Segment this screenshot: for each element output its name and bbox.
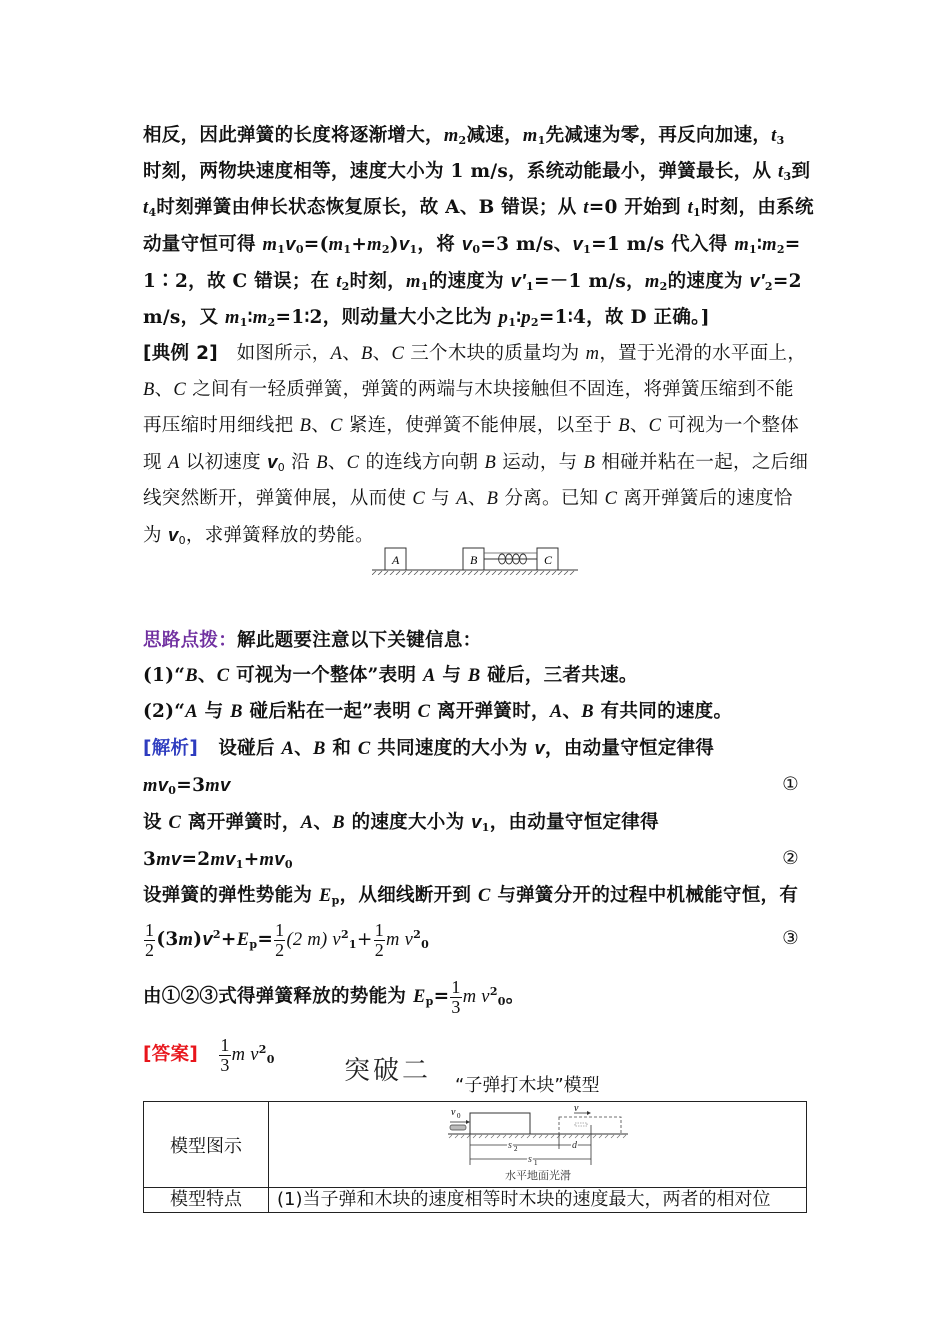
equation-number: ② <box>782 848 799 869</box>
equation-3: $\frac{1}{2}$ $(3m)v^2+E_p=$ $\frac{1}{2}$ (2 m) $v^2_1+$ $\frac{1}{2}$ m $v^2_0$ ③ <box>143 914 823 966</box>
hint-line: 思路点拨：解此题要注意以下关键信息： <box>143 630 482 651</box>
document-body <box>143 118 823 1082</box>
example-line: B、C 之间有一轻质弹簧，弹簧的两端与木块接触但不固连，将弹簧压缩到不能 <box>143 379 794 400</box>
example-tag: [典例 2] <box>143 343 219 364</box>
blocks-diagram-svg <box>372 543 578 575</box>
fraction: $\frac{1}{3}$ <box>451 976 461 1017</box>
table-cell-figure <box>269 1102 807 1188</box>
example-line: 为 $v_0$，求弹簧释放的势能。 <box>143 524 374 547</box>
svg-text:A: A <box>392 553 400 567</box>
hint-label: 思路点拨： <box>143 630 238 651</box>
paragraph-line: 相反，因此弹簧的长度将逐渐增大，$m_2$减速，$m_1$先减速为零，再反向加速，$t_3$ <box>143 125 785 147</box>
section-subtitle: “子弹打木块”模型 <box>455 1075 600 1096</box>
svg-text:B: B <box>470 553 478 567</box>
fraction: $\frac{1}{2}$ <box>374 919 385 960</box>
bullet-block-diagram <box>448 1105 628 1185</box>
equation-1: $mv_0=3mv$ ① <box>143 767 823 804</box>
answer-line: [答案] $\frac{1}{3}$ m $v^2_0$ <box>143 1034 275 1075</box>
hint-item: (2)“A 与 B 碰后粘在一起”表明 C 离开弹簧时，A、B 有共同的速度。 <box>143 701 733 722</box>
svg-text:1: 1 <box>533 1158 537 1167</box>
section-heading <box>338 1050 600 1096</box>
analysis-label: [解析] <box>143 738 199 759</box>
svg-text:0: 0 <box>456 1111 460 1120</box>
section-title: 突破二 <box>344 1056 432 1086</box>
hint-item: (1)“B、C 可视为一个整体”表明 A 与 B 碰后，三者共速。 <box>143 665 638 686</box>
svg-text:s: s <box>507 1139 512 1151</box>
analysis-line: 设弹簧的弹性势能为 $E_p$，从细线断开到 C 与弹簧分开的过程中机械能守恒，有 <box>143 885 799 907</box>
paragraph-line: 时刻，两物块速度相等，速度大小为 1 m/s，系统动能最小，弹簧最长，从 $t_3$到 <box>143 161 811 183</box>
svg-text:s: s <box>527 1153 532 1165</box>
svg-text:2: 2 <box>513 1144 517 1153</box>
table-cell-text: (1)当子弹和木块的速度相等时木块的速度最大，两者的相对位 <box>269 1188 807 1213</box>
analysis-line: [解析] 设碰后 A、B 和 C 共同速度的大小为 v，由动量守恒定律得 <box>143 737 715 759</box>
fraction: $\frac{1}{3}$ <box>220 1034 230 1075</box>
example-line: 线突然断开，弹簧伸展，从而使 C 与 A、B 分离。已知 C 离开弹簧后的速度恰 <box>143 488 793 509</box>
example-line: 再压缩时用细线把 B、C 紧连，使弹簧不能伸展，以至于 B、C 可视为一个整体 <box>143 415 800 436</box>
svg-text:水平地面光滑: 水平地面光滑 <box>504 1168 571 1182</box>
svg-text:d: d <box>571 1139 577 1151</box>
fraction: $\frac{1}{2}$ <box>275 919 285 960</box>
svg-text:v: v <box>573 1104 578 1114</box>
table-row <box>144 1102 807 1188</box>
analysis-line: 设 C 离开弹簧时，A、B 的速度大小为 $v_1$，由动量守恒定律得 <box>143 811 659 834</box>
example-line: 现 A 以初速度 $v_0$ 沿 B、C 的连线方向朝 B 运动，与 B 相碰并粘在一起，之后细 <box>143 451 809 474</box>
equation-number: ③ <box>782 928 799 949</box>
paragraph-line: $t_4$时刻弹簧由伸长状态恢复原长，故 A、B 错误；从 t=0 开始到 $t_1$时刻，由系统 <box>143 197 814 219</box>
paragraph-line: m/s，又 $m_1∶m_2=1∶2$，则动量大小之比为 $p_1∶p_2=1∶4$，故 D 正确。] <box>143 307 710 329</box>
fraction: $\frac{1}{2}$ <box>145 919 155 960</box>
equation-number: ① <box>782 774 799 795</box>
example-line: [典例 2] 如图所示，A、B、C 三个木块的质量均为 m，置于光滑的水平面上， <box>143 343 807 364</box>
blocks-spring-diagram <box>372 543 578 579</box>
equation-2: $3mv=2mv_1+mv_0$ ② <box>143 841 823 878</box>
model-table <box>143 1101 807 1213</box>
paragraph-line: 动量守恒可得 $m_1v_0=(m_1+m_2)v_1$，将 $v_0=3$ m/s、$v_1=1$ m/s 代入得 $m_1∶m_2=$ <box>143 233 801 256</box>
table-cell-label: 模型特点 <box>144 1188 269 1213</box>
conclusion-line: 由①②③式得弹簧释放的势能为 $E_p=$ $\frac{1}{3}$ m $v^2_0$。 <box>143 976 525 1017</box>
table-row <box>144 1188 807 1213</box>
answer-label: [答案] <box>143 1044 199 1065</box>
table-cell-label: 模型图示 <box>144 1102 269 1188</box>
svg-text:C: C <box>544 553 553 567</box>
paragraph-line: 1∶2，故 C 错误；在 $t_2$时刻，$m_1$的速度为 $v'_1=-1$ m/s，$m_2$的速度为 $v'_2=2$ <box>143 270 802 293</box>
svg-text:v: v <box>450 1106 455 1118</box>
